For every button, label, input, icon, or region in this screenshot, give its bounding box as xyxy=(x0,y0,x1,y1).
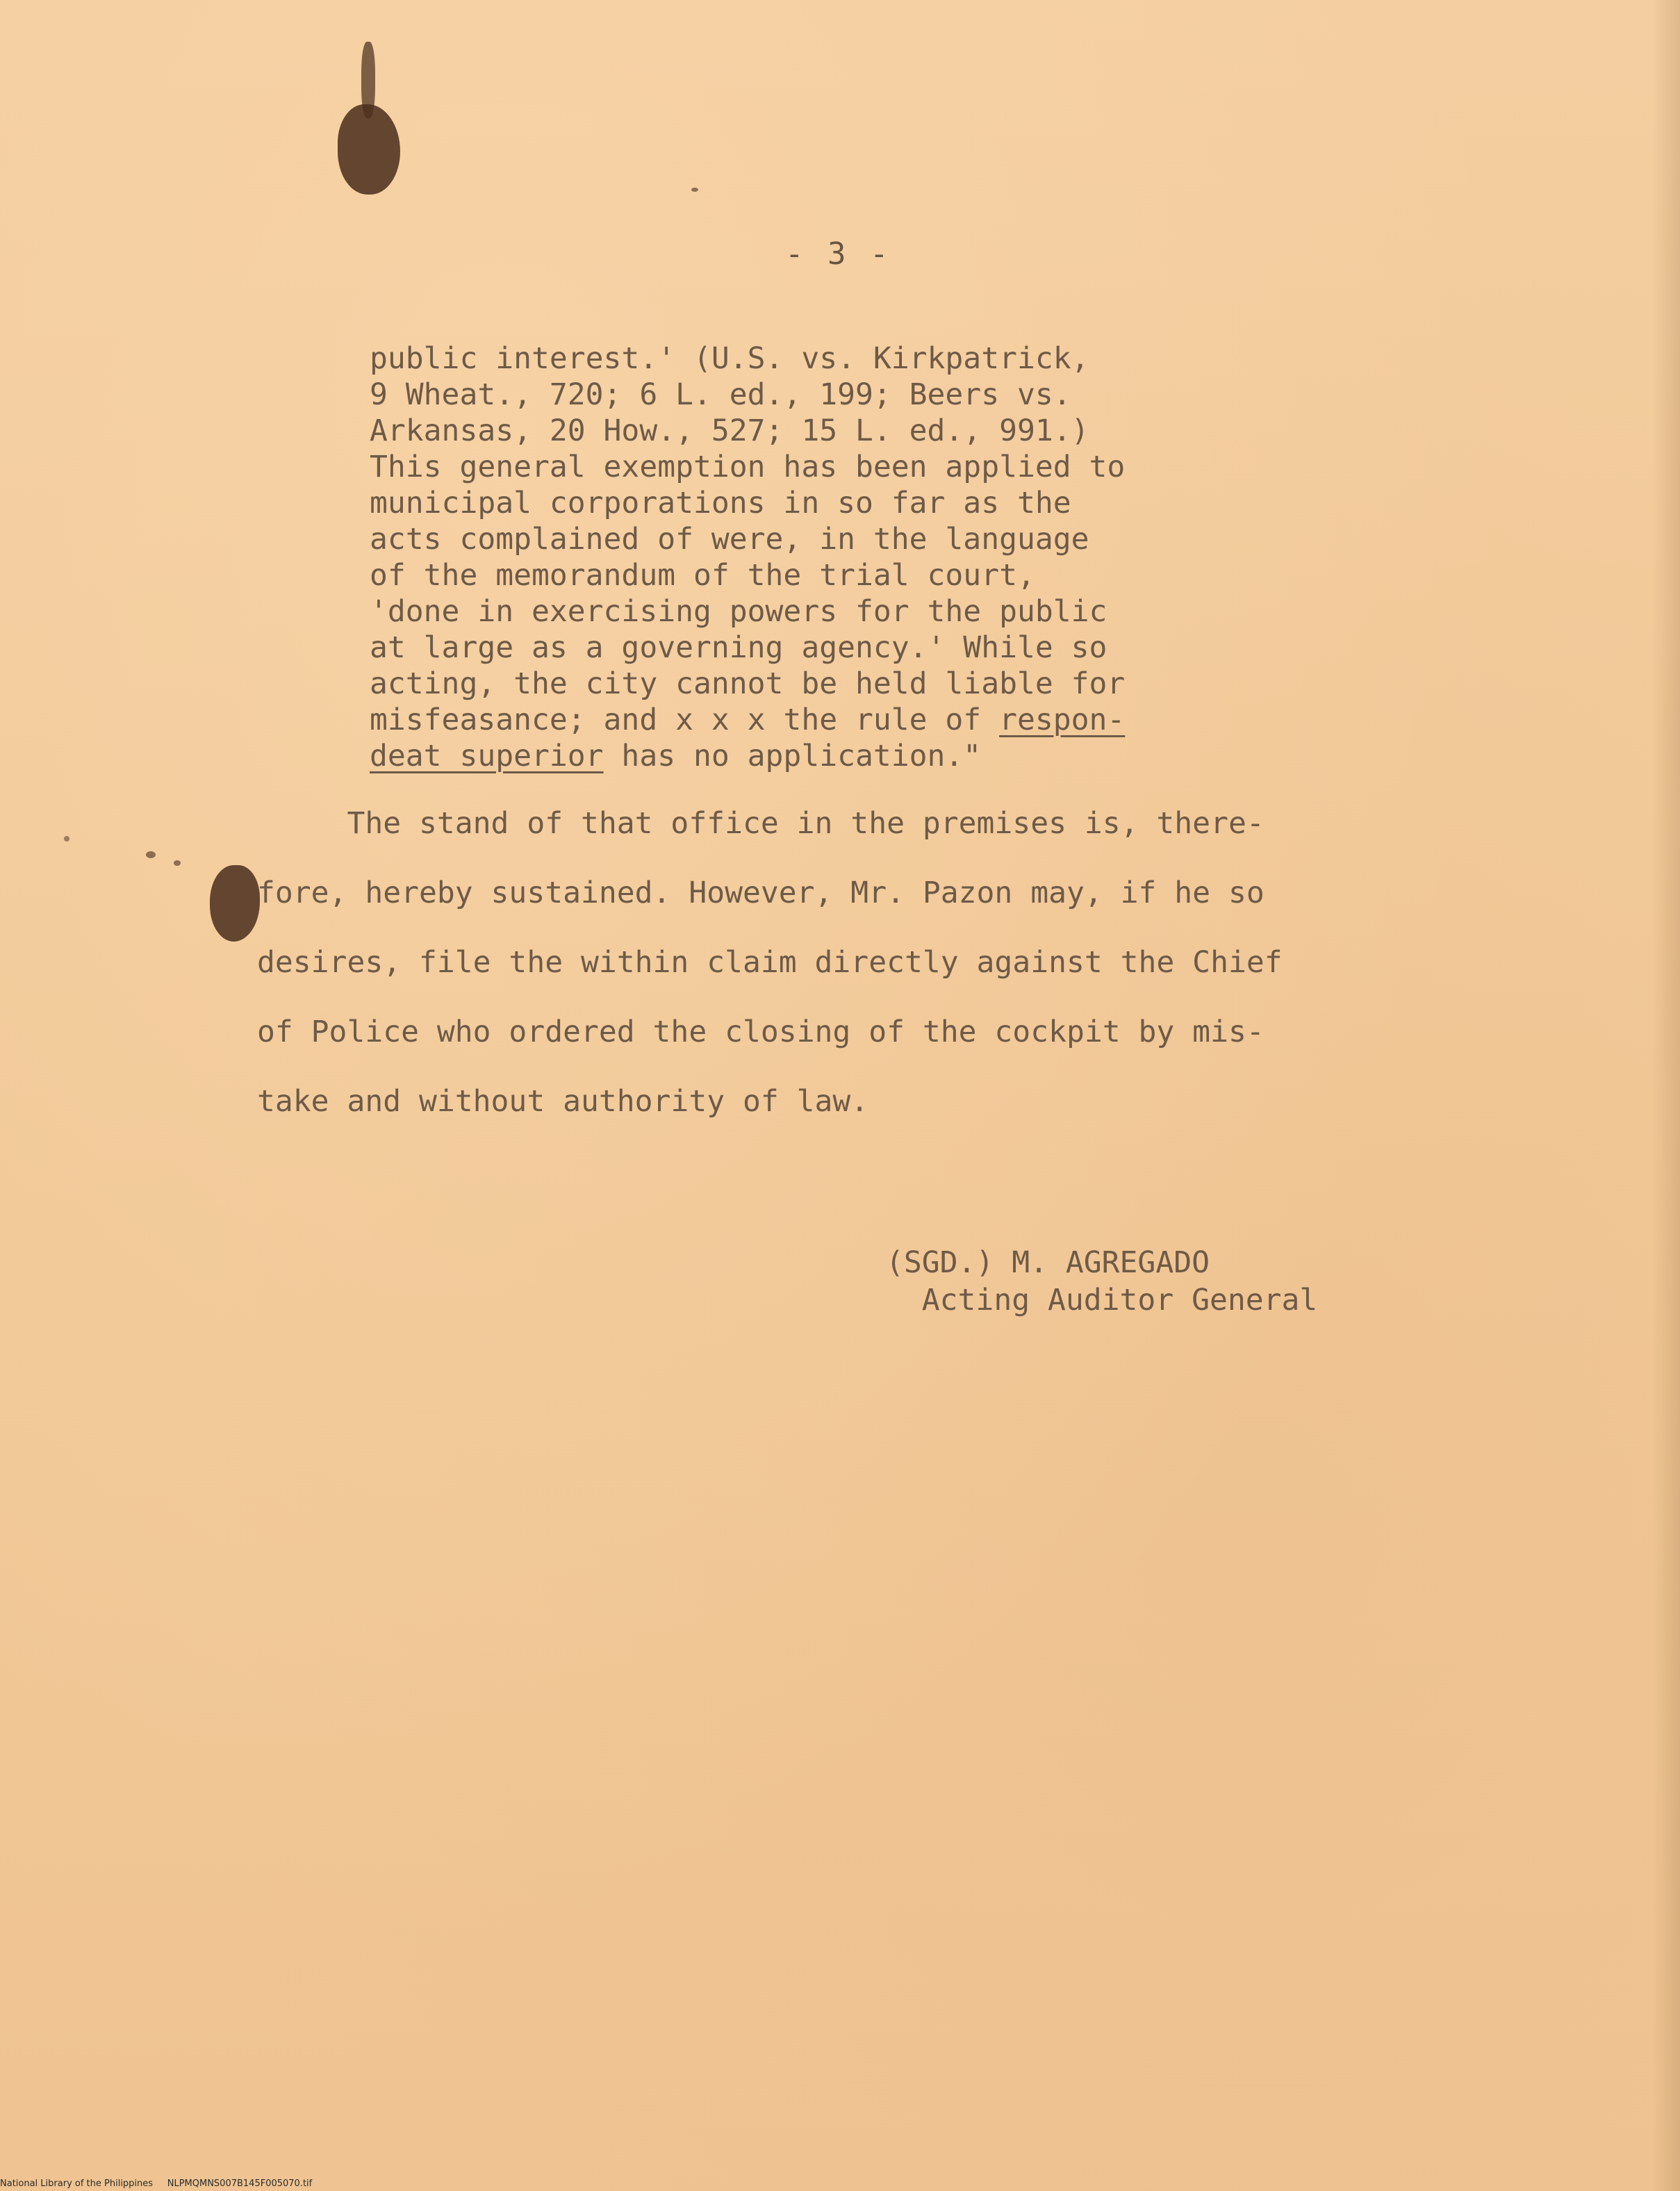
paragraph-line: take and without authority of law. xyxy=(257,1084,869,1119)
ink-dot-3 xyxy=(64,836,69,842)
quote-line: public interest.' (U.S. vs. Kirkpatrick, xyxy=(370,341,1089,376)
scan-footer xyxy=(0,2178,312,2189)
signature-block xyxy=(886,1244,1317,1319)
quote-line xyxy=(370,702,1287,738)
quote-line: of the memorandum of the trial court, xyxy=(370,558,1035,593)
quote-line-text: has no application." xyxy=(603,739,982,773)
quote-line: 9 Wheat., 720; 6 L. ed., 199; Beers vs. xyxy=(370,377,1071,412)
quoted-passage xyxy=(370,340,1287,774)
signature-name: (SGD.) M. AGREGADO xyxy=(886,1245,1210,1280)
signature-title: Acting Auditor General xyxy=(886,1283,1318,1318)
page-edge-shadow xyxy=(1652,0,1680,2191)
paragraph-line: fore, hereby sustained. However, Mr. Pazon may, if he so xyxy=(257,876,1265,910)
body-paragraph xyxy=(257,789,1459,1136)
quote-line: Arkansas, 20 How., 527; 15 L. ed., 991.) xyxy=(370,413,1089,448)
page-number: - 3 - xyxy=(785,236,891,272)
quote-line: acting, the city cannot be held liable for xyxy=(370,666,1126,701)
paragraph-line: of Police who ordered the closing of the cockpit by mis- xyxy=(257,1015,1265,1049)
ink-dot-2 xyxy=(174,860,181,866)
underlined-term: deat superior xyxy=(370,739,604,773)
quote-line xyxy=(370,738,1287,774)
quote-line: This general exemption has been applied to xyxy=(370,450,1126,484)
quote-line: at large as a governing agency.' While so xyxy=(370,630,1107,665)
footer-file-id: NLPMQMNS007B145F005070.tif xyxy=(167,2178,313,2189)
footer-library: National Library of the Philippines xyxy=(0,2178,154,2189)
quote-line-text: misfeasance; and x x x the rule of xyxy=(370,703,1000,737)
quote-line: municipal corporations in so far as the xyxy=(370,486,1071,520)
paragraph-line: desires, file the within claim directly against the Chief xyxy=(257,945,1283,980)
ink-dot-4 xyxy=(691,188,698,192)
ink-dot-1 xyxy=(146,851,156,858)
quote-line: acts complained of were, in the language xyxy=(370,522,1089,557)
quote-line: 'done in exercising powers for the public xyxy=(370,594,1107,629)
ink-stain-top-drip xyxy=(361,42,375,118)
paragraph-line: The stand of that office in the premises is, there- xyxy=(257,806,1265,841)
ink-stain-left xyxy=(210,865,260,942)
underlined-term: respon- xyxy=(999,703,1126,737)
